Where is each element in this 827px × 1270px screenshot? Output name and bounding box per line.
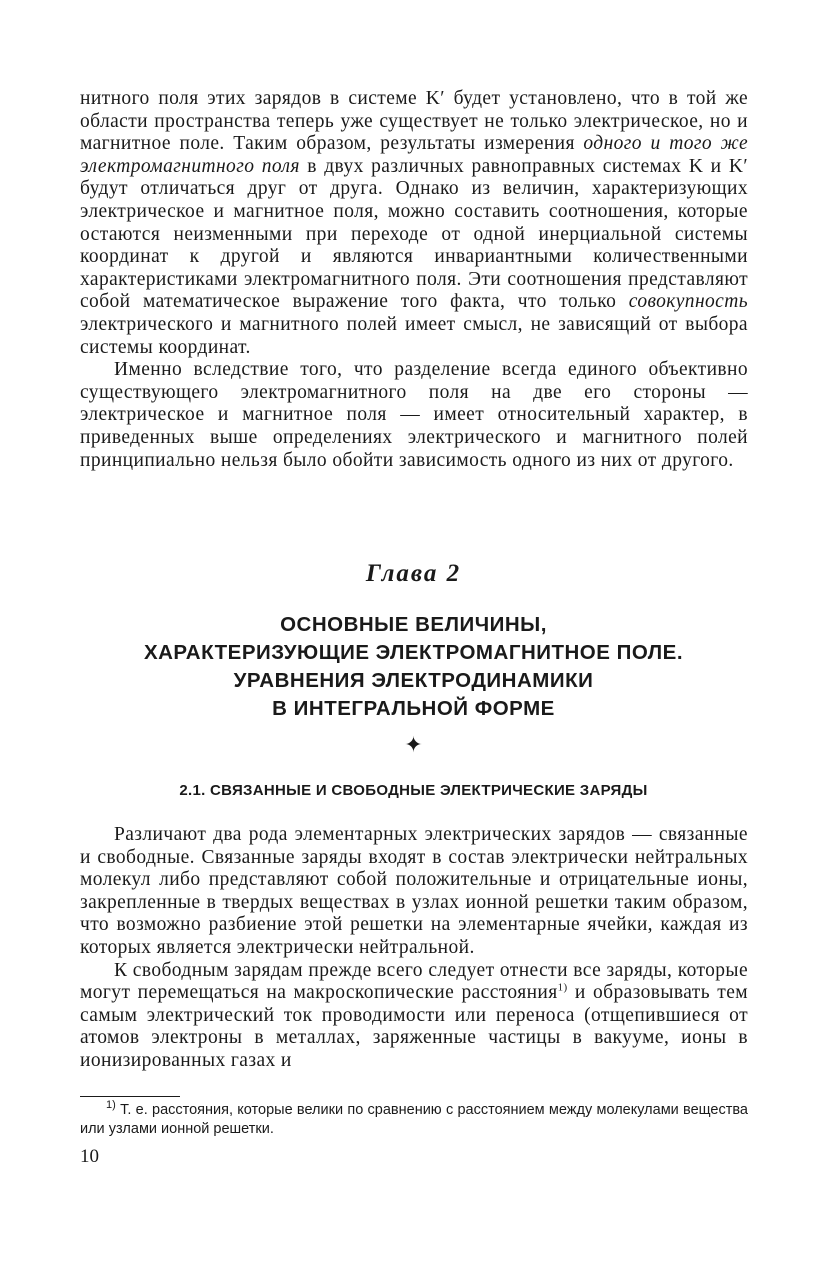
section-text-block — [80, 824, 748, 1073]
footnote: $^{1)}$ Т. е. расстояния, которые велики по сравнению с расстоянием между молекулами вещества или узлами ионной решетки. — [80, 1099, 748, 1137]
footnote-ref: 1) — [557, 981, 568, 994]
chapter-title — [0, 611, 827, 723]
chapter-title-line: В ИНТЕГРАЛЬНОЙ ФОРМЕ — [272, 697, 555, 720]
emphasis: совокупность — [628, 291, 748, 313]
footnote-marker: 1) — [106, 1099, 116, 1112]
continued-text-block — [80, 88, 748, 472]
emphasis: одного и того же электромагнитного поля — [80, 133, 748, 177]
section-heading: 2.1. СВЯЗАННЫЕ И СВОБОДНЫЕ ЭЛЕКТРИЧЕСКИЕ ЗАРЯДЫ — [179, 782, 648, 799]
footnote-divider — [80, 1096, 180, 1097]
paragraph: К свободным зарядам прежде всего следует отнести все заряды, которые могут перемещаться на макроскопические расстояния$^{1)}$ и образовывать тем самым электрический ток проводимости или переноса (отщепившиеся от атомов электроны в металлах, заряженные частицы в вакууме, ионы в ионизированных газах и — [80, 959, 748, 1071]
paragraph: Различают два рода элементарных электрических зарядов — связанные и свободные. Связанные заряды входят в состав электрически нейтральных молекул либо представляют собой положительные и отрицательные ионы, закрепленные в твердых веществах в узлах ионной решетки таким образом, что возможно разбиение этой решетки на элементарные ячейки, каждая из которых является электрически нейтральной. — [80, 824, 748, 958]
chapter-label: Глава 2 — [365, 560, 462, 587]
chapter-title-line: ОСНОВНЫЕ ВЕЛИЧИНЫ, — [280, 613, 547, 636]
paragraph: нитного поля этих зарядов в системе K′ будет установлено, что в той же области пространства теперь уже существует не только электрическое, но и магнитное поле. Таким образом, результаты измерения одного и того же электромагнитного поля в двух различных равноправных системах K и K′ будут отличаться друг от друга. Однако из величин, характеризующих электрическое и магнитное поля, можно составить соотношения, которые остаются неизменными при переходе от одной инерциальной системы координат к другой и являются инвариантными количественными характеристиками электромагнитного поля. Эти соотношения представляют собой математическое выражение того факта, что только совокупность электрического и магнитного полей имеет смысл, не зависящий от выбора системы координат. — [80, 88, 748, 358]
star-ornament-icon: ✦ — [404, 732, 423, 757]
chapter-title-line: ХАРАКТЕРИЗУЮЩИЕ ЭЛЕКТРОМАГНИТНОЕ ПОЛЕ. — [143, 641, 684, 664]
paragraph: Именно вследствие того, что разделение всегда единого объективно существующего электромагнитного поля на две его стороны — электрическое и магнитное поля — имеет относительный характер, в приведенных выше определениях электрического и магнитного полей принципиально нельзя было обойти зависимость одного из них от другого. — [80, 359, 748, 471]
page-number: 10 — [80, 1146, 99, 1167]
chapter-title-line: УРАВНЕНИЯ ЭЛЕКТРОДИНАМИКИ — [233, 669, 594, 692]
